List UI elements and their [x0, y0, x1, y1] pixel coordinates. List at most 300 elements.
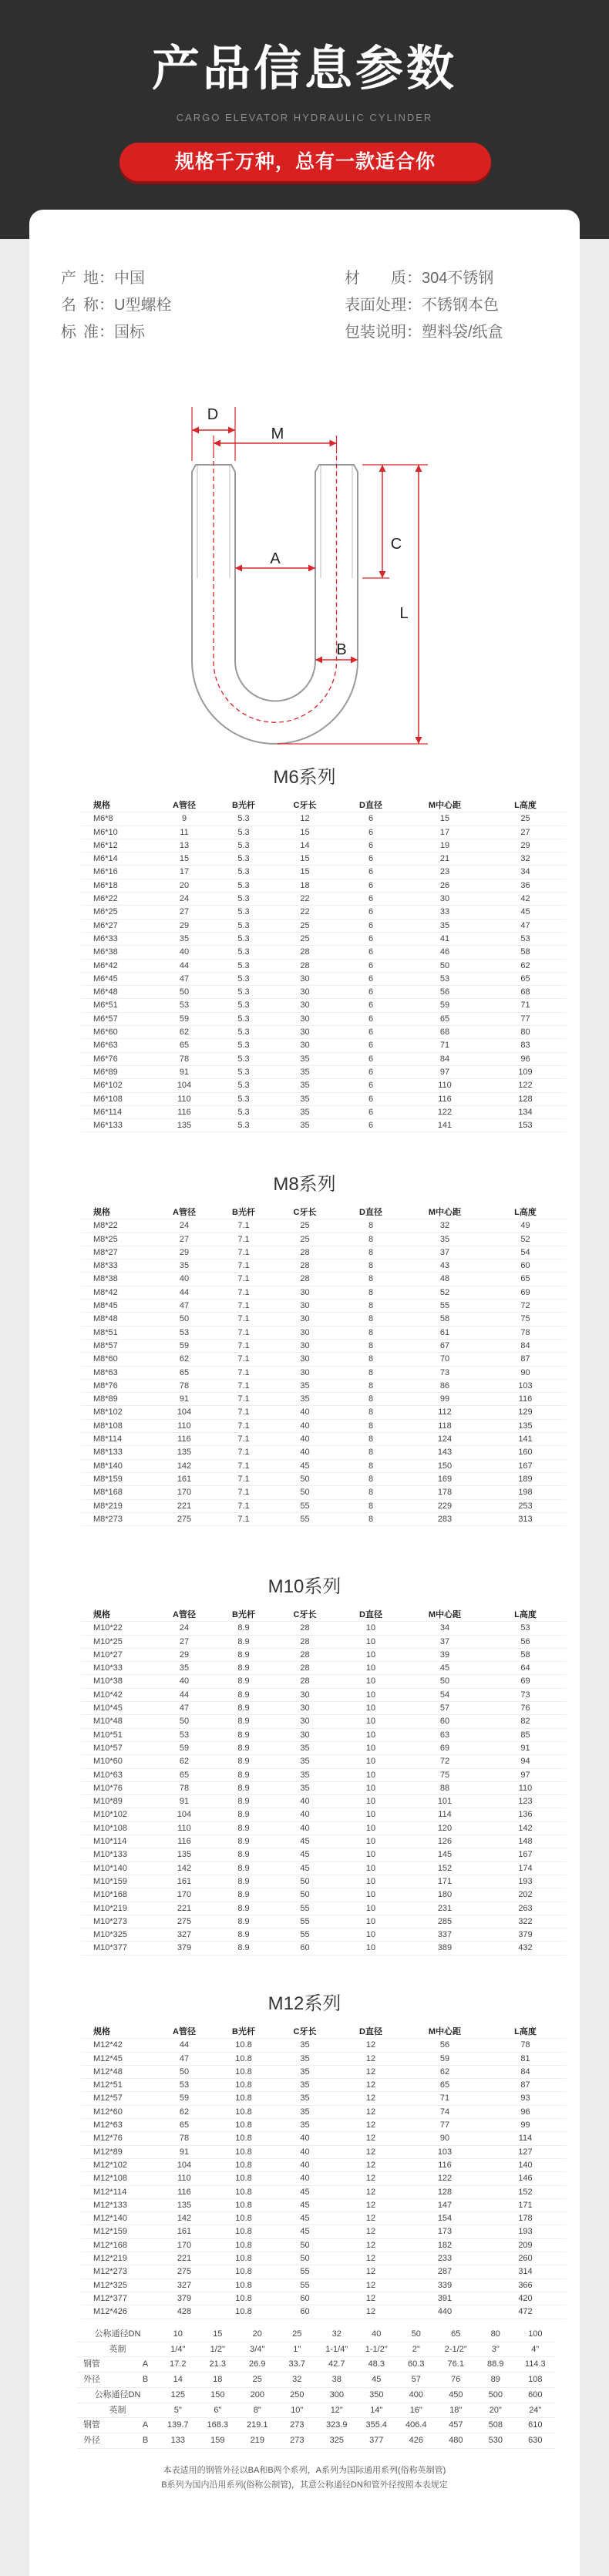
table-cell: M8*38	[81, 1273, 155, 1286]
table-cell: 10	[336, 1942, 405, 1955]
table-cell: 5.3	[214, 1039, 274, 1052]
table-cell: 35	[274, 1782, 336, 1795]
table-row	[81, 1066, 567, 1079]
table-cell: M12*60	[81, 2106, 155, 2119]
pipe-cell: 323.9	[317, 2418, 357, 2433]
u-bolt-outline	[192, 465, 358, 744]
table-row	[81, 2252, 567, 2265]
pipe-cell: 108	[516, 2373, 556, 2388]
table-cell: 7.1	[214, 1353, 274, 1366]
table-cell: 64	[484, 1662, 567, 1675]
table-row	[81, 1380, 567, 1393]
pipe-cell: 4"	[516, 2342, 556, 2358]
pipe-cell: 40	[357, 2327, 397, 2342]
column-header: B光杆	[214, 2026, 274, 2039]
table-cell: 7.1	[214, 1380, 274, 1393]
info-label: 标 准	[61, 324, 99, 341]
pipe-cell: 50	[396, 2327, 436, 2342]
table-cell: 10	[336, 1649, 405, 1662]
table-cell: 58	[484, 946, 567, 959]
table-cell: 30	[274, 1367, 336, 1380]
table-cell: 8	[336, 1233, 405, 1246]
info-row-origin	[61, 265, 171, 292]
table-cell: 7.1	[214, 1327, 274, 1340]
table-cell: 34	[484, 866, 567, 879]
spec-table-head	[81, 1206, 567, 1219]
table-row	[81, 2186, 567, 2199]
pipe-cell: 25	[237, 2373, 278, 2388]
table-cell: 154	[405, 2212, 484, 2225]
column-header: M中心距	[405, 1206, 484, 1219]
table-cell: M12*108	[81, 2172, 155, 2185]
table-cell: 35	[274, 2066, 336, 2079]
table-row	[81, 1473, 567, 1486]
table-cell: 57	[405, 1702, 484, 1715]
table-cell: 10	[336, 1915, 405, 1929]
table-cell: 65	[405, 1013, 484, 1026]
pipe-row-a	[77, 2418, 555, 2433]
table-cell: 12	[336, 2292, 405, 2305]
dimension-lines	[192, 430, 419, 744]
table-row	[81, 1500, 567, 1513]
table-cell: 71	[484, 999, 567, 1012]
table-row	[81, 1702, 567, 1715]
table-cell: 178	[405, 1486, 484, 1499]
table-row	[81, 973, 567, 986]
table-row	[81, 1233, 567, 1246]
table-cell: 366	[484, 2279, 567, 2292]
table-cell: 143	[405, 1446, 484, 1459]
table-cell: 174	[484, 1862, 567, 1875]
table-cell: M8*168	[81, 1486, 155, 1499]
table-cell: 96	[484, 2106, 567, 2119]
pipe-row-dn	[77, 2327, 555, 2342]
table-cell: 142	[155, 1862, 214, 1875]
table-cell: 167	[484, 1848, 567, 1861]
table-cell: 97	[405, 1066, 484, 1079]
table-cell: 135	[155, 1446, 214, 1459]
table-row	[81, 1769, 567, 1782]
table-cell: 103	[405, 2146, 484, 2159]
info-row-packaging	[345, 319, 503, 346]
table-cell: 70	[405, 1353, 484, 1366]
table-row	[81, 1286, 567, 1300]
pipe-cell: 159	[198, 2433, 238, 2449]
pipe-series-label: B	[133, 2433, 158, 2449]
table-cell: 73	[484, 1689, 567, 1702]
table-cell: M12*273	[81, 2265, 155, 2278]
table-cell: 35	[405, 1233, 484, 1246]
table-cell: 62	[155, 1755, 214, 1768]
table-cell: 68	[484, 986, 567, 999]
table-cell: 233	[405, 2252, 484, 2265]
table-cell: 40	[274, 1420, 336, 1433]
table-cell: 10.8	[214, 2199, 274, 2212]
table-cell: 10.8	[214, 2066, 274, 2079]
table-cell: M6*89	[81, 1066, 155, 1079]
table-cell: 135	[484, 1420, 567, 1433]
pipe-cell: 150	[198, 2388, 238, 2403]
table-cell: M12*377	[81, 2292, 155, 2305]
table-cell: 55	[405, 1300, 484, 1313]
pipe-cell: 6"	[198, 2403, 238, 2419]
table-cell: 10.8	[214, 2212, 274, 2225]
table-cell: 8	[336, 1219, 405, 1233]
table-cell: 8.9	[214, 1862, 274, 1875]
table-cell: 5.3	[214, 960, 274, 973]
table-cell: M8*60	[81, 1353, 155, 1366]
table-cell: 8	[336, 1473, 405, 1486]
pipe-row-label: 钢管	[77, 2357, 133, 2373]
table-cell: 6	[336, 920, 405, 933]
pipe-cell: 457	[436, 2418, 476, 2433]
table-row	[81, 1715, 567, 1728]
table-cell: 12	[336, 2079, 405, 2092]
table-cell: M6*51	[81, 999, 155, 1012]
table-cell: 12	[336, 2053, 405, 2066]
series-block	[0, 1989, 609, 2319]
table-cell: M12*426	[81, 2305, 155, 2319]
table-cell: M8*76	[81, 1380, 155, 1393]
table-row	[81, 1246, 567, 1259]
table-cell: 10	[336, 1782, 405, 1795]
page-subtitle: CARGO ELEVATOR HYDRAULIC CYLINDER	[176, 112, 433, 123]
table-cell: 7.1	[214, 1300, 274, 1313]
series-title: M10系列	[267, 1576, 342, 1597]
table-cell: 5.3	[214, 1093, 274, 1106]
table-cell: 87	[484, 2079, 567, 2092]
table-cell: 85	[484, 1729, 567, 1742]
table-cell: 6	[336, 986, 405, 999]
table-cell: 12	[336, 2119, 405, 2132]
table-cell: 12	[336, 2212, 405, 2225]
table-cell: 173	[405, 2225, 484, 2238]
table-cell: 6	[336, 1039, 405, 1052]
pipe-cell: 80	[476, 2327, 516, 2342]
table-cell: 440	[405, 2305, 484, 2319]
table-cell: 19	[405, 839, 484, 853]
table-cell: M6*12	[81, 839, 155, 853]
pipe-cell: 38	[317, 2373, 357, 2388]
table-cell: 8.9	[214, 1795, 274, 1808]
table-row	[81, 2132, 567, 2145]
column-header: M中心距	[405, 1609, 484, 1622]
info-separator: ：	[406, 297, 422, 314]
table-row	[81, 1013, 567, 1026]
table-cell: M8*27	[81, 1246, 155, 1259]
table-cell: 8.9	[214, 1689, 274, 1702]
table-cell: M12*168	[81, 2239, 155, 2252]
table-cell: M6*27	[81, 920, 155, 933]
table-cell: 170	[155, 1486, 214, 1499]
table-cell: 7.1	[214, 1406, 274, 1419]
table-cell: M12*89	[81, 2146, 155, 2159]
pipe-cell: 219	[237, 2433, 278, 2449]
table-cell: 71	[405, 1039, 484, 1052]
table-cell: 8.9	[214, 1782, 274, 1795]
table-cell: 193	[484, 2225, 567, 2238]
table-row	[81, 853, 567, 866]
pipe-cell: 377	[357, 2433, 397, 2449]
table-row	[81, 1848, 567, 1861]
table-cell: 28	[274, 1622, 336, 1635]
footnotes	[0, 2463, 609, 2493]
table-cell: 134	[484, 1106, 567, 1119]
table-cell: 83	[484, 1039, 567, 1052]
table-row	[81, 1862, 567, 1875]
table-cell: 40	[155, 946, 214, 959]
table-row	[81, 1808, 567, 1821]
table-cell: 26	[405, 879, 484, 893]
pipe-series-label: A	[133, 2357, 158, 2373]
table-cell: 10	[336, 1795, 405, 1808]
table-cell: 40	[274, 1406, 336, 1419]
table-cell: 60	[484, 1259, 567, 1273]
info-value: 塑料袋/纸盒	[422, 324, 503, 341]
table-header-row	[81, 1206, 567, 1219]
table-row	[81, 986, 567, 999]
table-cell: M10*140	[81, 1862, 155, 1875]
table-cell: 110	[155, 1093, 214, 1106]
table-cell: 141	[405, 1119, 484, 1132]
table-cell: 5.3	[214, 1013, 274, 1026]
table-cell: 8.9	[214, 1848, 274, 1861]
pipe-cell: 32	[278, 2373, 318, 2388]
table-cell: 34	[405, 1622, 484, 1635]
table-cell: 135	[155, 2199, 214, 2212]
table-cell: 10.8	[214, 2092, 274, 2105]
table-cell: 30	[405, 893, 484, 906]
table-cell: 379	[155, 1942, 214, 1955]
table-cell: M12*102	[81, 2159, 155, 2172]
table-cell: 8	[336, 1300, 405, 1313]
info-value: 不锈钢本色	[422, 297, 499, 314]
info-label: 表面处理	[345, 297, 406, 314]
table-cell: 14	[274, 839, 336, 853]
info-separator: ：	[406, 324, 422, 341]
table-cell: 5.3	[214, 933, 274, 946]
table-cell: 221	[155, 1500, 214, 1513]
table-cell: 153	[484, 1119, 567, 1132]
table-cell: 53	[155, 2079, 214, 2092]
table-cell: 8	[336, 1393, 405, 1406]
table-cell: M12*48	[81, 2066, 155, 2079]
pipe-cell: 42.7	[317, 2357, 357, 2373]
dimension-label-l: L	[399, 605, 409, 622]
table-row	[81, 2159, 567, 2172]
table-cell: 27	[155, 1233, 214, 1246]
table-cell: 22	[274, 906, 336, 919]
table-cell: 30	[274, 1729, 336, 1742]
table-cell: 7.1	[214, 1500, 274, 1513]
table-cell: 7.1	[214, 1313, 274, 1326]
table-cell: 8.9	[214, 1942, 274, 1955]
table-cell: 60	[274, 1942, 336, 1955]
pipe-cell: 15	[198, 2327, 238, 2342]
table-cell: 47	[155, 973, 214, 986]
table-cell: M12*159	[81, 2225, 155, 2238]
table-cell: M10*108	[81, 1822, 155, 1835]
table-cell: 25	[274, 1219, 336, 1233]
table-row	[81, 1835, 567, 1848]
table-cell: 62	[155, 1026, 214, 1039]
table-cell: 73	[405, 1367, 484, 1380]
table-cell: 59	[155, 1013, 214, 1026]
pipe-cell: 3/4"	[237, 2342, 278, 2358]
table-cell: M10*114	[81, 1835, 155, 1848]
table-row	[81, 1219, 567, 1233]
table-row	[81, 1406, 567, 1419]
table-cell: 140	[484, 2159, 567, 2172]
table-cell: 17	[405, 826, 484, 839]
table-cell: 8.9	[214, 1929, 274, 1942]
pipe-row-dn	[77, 2388, 555, 2403]
table-cell: 35	[155, 933, 214, 946]
table-cell: M6*102	[81, 1079, 155, 1092]
table-cell: 56	[484, 1636, 567, 1649]
column-header: L高度	[484, 1206, 567, 1219]
spec-table	[81, 1206, 567, 1526]
table-cell: 8	[336, 1313, 405, 1326]
table-row	[81, 1420, 567, 1433]
table-cell: 12	[336, 2199, 405, 2212]
table-cell: 6	[336, 1079, 405, 1092]
table-cell: 8	[336, 1420, 405, 1433]
table-cell: M8*108	[81, 1420, 155, 1433]
table-cell: M12*57	[81, 2092, 155, 2105]
table-cell: M12*45	[81, 2053, 155, 2066]
table-cell: 127	[484, 2146, 567, 2159]
table-cell: 30	[274, 1039, 336, 1052]
table-cell: 12	[336, 2305, 405, 2319]
series-block	[0, 1169, 609, 1526]
table-cell: 8.9	[214, 1702, 274, 1715]
table-cell: M6*42	[81, 960, 155, 973]
table-cell: 25	[274, 1233, 336, 1246]
table-cell: 150	[405, 1460, 484, 1473]
table-row	[81, 1513, 567, 1526]
table-cell: 35	[274, 1053, 336, 1066]
table-cell: 339	[405, 2279, 484, 2292]
table-cell: 389	[405, 1942, 484, 1955]
table-cell: 10.8	[214, 2146, 274, 2159]
dimension-label-a: A	[270, 550, 281, 567]
table-cell: 10	[336, 1742, 405, 1755]
pipe-cell: 14"	[357, 2403, 397, 2419]
table-cell: 5.3	[214, 879, 274, 893]
table-cell: 52	[484, 1233, 567, 1246]
pipe-cell: 508	[476, 2418, 516, 2433]
table-cell: 12	[336, 2239, 405, 2252]
pipe-cell: 57	[396, 2373, 436, 2388]
table-cell: 50	[155, 2066, 214, 2079]
table-cell: 17	[155, 866, 214, 879]
table-cell: M10*89	[81, 1795, 155, 1808]
table-cell: M8*33	[81, 1259, 155, 1273]
table-row	[81, 2265, 567, 2278]
table-cell: 275	[155, 1513, 214, 1526]
table-row	[81, 1340, 567, 1353]
pipe-cell: 5"	[158, 2403, 198, 2419]
column-header: B光杆	[214, 799, 274, 812]
table-cell: 30	[274, 1013, 336, 1026]
table-cell: 146	[484, 2172, 567, 2185]
table-row	[81, 1795, 567, 1808]
table-cell: 12	[336, 2039, 405, 2052]
table-cell: 253	[484, 1500, 567, 1513]
table-cell: 28	[274, 1649, 336, 1662]
table-cell: 8	[336, 1460, 405, 1473]
table-row	[81, 1313, 567, 1326]
table-cell: M8*140	[81, 1460, 155, 1473]
table-cell: 35	[274, 2079, 336, 2092]
u-bolt-diagram	[154, 385, 463, 763]
table-cell: 12	[336, 2066, 405, 2079]
table-cell: 78	[484, 2039, 567, 2052]
pipe-cell: 18"	[436, 2403, 476, 2419]
table-cell: 314	[484, 2265, 567, 2278]
table-cell: M6*18	[81, 879, 155, 893]
table-cell: 6	[336, 812, 405, 826]
pipe-cell: 350	[357, 2388, 397, 2403]
table-cell: 8	[336, 1353, 405, 1366]
table-cell: 198	[484, 1486, 567, 1499]
pipe-cell: 133	[158, 2433, 198, 2449]
table-cell: 8	[336, 1406, 405, 1419]
info-label: 材 质	[345, 270, 406, 287]
column-header: A管径	[155, 799, 214, 812]
table-row	[81, 1888, 567, 1902]
table-cell: 82	[484, 1715, 567, 1728]
table-cell: 152	[405, 1862, 484, 1875]
table-cell: 15	[405, 812, 484, 826]
table-cell: 15	[155, 853, 214, 866]
table-cell: 49	[484, 1219, 567, 1233]
pipe-cell: 16"	[396, 2403, 436, 2419]
pipe-cell: 1/2"	[198, 2342, 238, 2358]
table-cell: 65	[155, 1769, 214, 1782]
table-cell: 23	[405, 866, 484, 879]
table-cell: M6*38	[81, 946, 155, 959]
table-cell: 62	[405, 2066, 484, 2079]
table-cell: 50	[274, 1486, 336, 1499]
table-row	[81, 1742, 567, 1755]
info-row-surface	[345, 292, 503, 319]
table-cell: M6*63	[81, 1039, 155, 1052]
table-cell: 142	[155, 1460, 214, 1473]
table-cell: 32	[405, 1219, 484, 1233]
column-header: 规格	[81, 799, 155, 812]
dimension-label-m: M	[271, 425, 284, 442]
pipe-row-label: 英制	[77, 2342, 158, 2358]
table-cell: 25	[274, 920, 336, 933]
table-cell: 59	[405, 2053, 484, 2066]
table-cell: 8.9	[214, 1835, 274, 1848]
table-cell: 33	[405, 906, 484, 919]
table-cell: 8.9	[214, 1875, 274, 1888]
table-cell: 5.3	[214, 906, 274, 919]
table-cell: 6	[336, 853, 405, 866]
pipe-cell: 89	[476, 2373, 516, 2388]
table-cell: 104	[155, 1808, 214, 1821]
column-header: A管径	[155, 1206, 214, 1219]
table-cell: 41	[405, 933, 484, 946]
info-separator: ：	[99, 270, 114, 287]
table-cell: 189	[484, 1473, 567, 1486]
table-cell: 202	[484, 1888, 567, 1902]
table-cell: 5.3	[214, 826, 274, 839]
footnote-line: 本表适用的钢管外径以BA和B两个系列，A系列为国际通用系列(俗称英制管)	[163, 2466, 446, 2475]
